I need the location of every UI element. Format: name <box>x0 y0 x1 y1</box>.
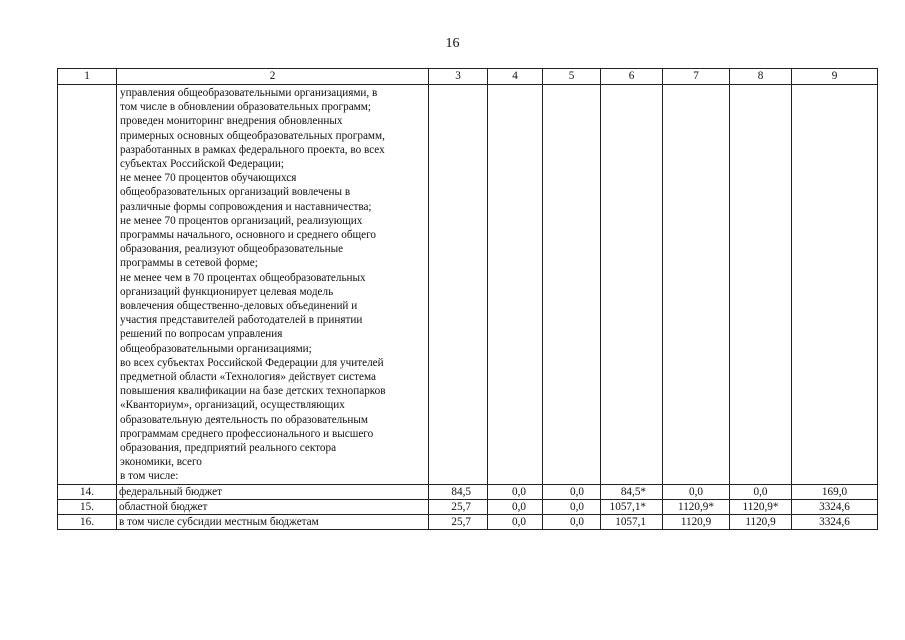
row-number: 16. <box>58 515 117 530</box>
description-line: вовлечения общественно-деловых объединений и <box>120 300 358 313</box>
description-line: во всех субъектах Российской Федерации для учителей <box>120 356 384 369</box>
header-cell: 6 <box>601 69 663 85</box>
description-line: управления общеобразовательными организациями, в <box>120 87 378 99</box>
description-line: разработанных в рамках федерального проекта, во всех <box>120 143 385 156</box>
value-cell: 0,0 <box>730 484 792 499</box>
value-cell: 1120,9* <box>730 499 792 514</box>
description-line: том числе в обновлении образовательных программ; <box>120 101 371 114</box>
description-line: повышения квалификации на базе детских технопарков <box>120 385 386 398</box>
description-line: в том числе: <box>120 470 179 483</box>
header-cell: 7 <box>663 69 730 85</box>
row-label: в том числе субсидии местным бюджетам <box>117 515 429 530</box>
description-line: общеобразовательными организациями; <box>120 342 312 355</box>
empty-cell <box>488 85 543 485</box>
value-cell: 0,0 <box>663 484 730 499</box>
description-line: решений по вопросам управления <box>120 328 283 341</box>
empty-cell <box>58 85 117 485</box>
value-cell: 1057,1* <box>601 499 663 514</box>
value-cell: 1057,1 <box>601 515 663 530</box>
row-number: 14. <box>58 484 117 499</box>
header-cell: 5 <box>543 69 601 85</box>
description-line: различные формы сопровождения и наставничества; <box>120 200 372 213</box>
header-cell: 4 <box>488 69 543 85</box>
empty-cell <box>730 85 792 485</box>
value-cell: 84,5* <box>601 484 663 499</box>
value-cell: 84,5 <box>429 484 488 499</box>
value-cell: 0,0 <box>488 515 543 530</box>
header-cell: 1 <box>58 69 117 85</box>
description-line: образования, реализуют общеобразовательные <box>120 243 344 256</box>
row-number: 15. <box>58 499 117 514</box>
description-line: «Кванториум», организаций, осуществляющих <box>120 399 345 412</box>
description-line: экономики, всего <box>120 456 202 469</box>
value-cell: 169,0 <box>792 484 878 499</box>
budget-table <box>57 68 878 530</box>
value-cell: 1120,9* <box>663 499 730 514</box>
empty-cell <box>663 85 730 485</box>
description-line: образовательную деятельность по образовательным <box>120 413 368 426</box>
description-line: участия представителей работодателей в принятии <box>120 314 363 327</box>
value-cell: 3324,6 <box>792 515 878 530</box>
empty-cell <box>543 85 601 485</box>
header-cell: 3 <box>429 69 488 85</box>
description-line: не менее 70 процентов организаций, реализующих <box>120 214 363 227</box>
page-number: 16 <box>445 36 460 51</box>
description-line: не менее 70 процентов обучающихся <box>120 172 297 185</box>
row-label: федеральный бюджет <box>117 484 429 499</box>
description-line: субъектах Российской Федерации; <box>120 158 284 171</box>
table-row <box>58 499 878 514</box>
empty-cell <box>429 85 488 485</box>
description-line: проведен мониторинг внедрения обновленных <box>120 115 343 128</box>
value-cell: 0,0 <box>488 499 543 514</box>
empty-cell <box>792 85 878 485</box>
description-line: программам среднего профессионального и высшего <box>120 427 374 440</box>
empty-cell <box>601 85 663 485</box>
value-cell: 0,0 <box>543 499 601 514</box>
description-line: примерных основных общеобразовательных программ, <box>120 129 385 142</box>
header-cell: 2 <box>117 69 429 85</box>
value-cell: 1120,9 <box>663 515 730 530</box>
value-cell: 3324,6 <box>792 499 878 514</box>
description-line: не менее чем в 70 процентах общеобразовательных <box>120 271 366 284</box>
value-cell: 1120,9 <box>730 515 792 530</box>
value-cell: 25,7 <box>429 499 488 514</box>
value-cell: 0,0 <box>543 515 601 530</box>
row-label: областной бюджет <box>117 499 429 514</box>
description-line: программы начального, основного и среднего общего <box>120 229 377 242</box>
description-line: предметной области «Технология» действует система <box>120 371 376 384</box>
header-cell: 8 <box>730 69 792 85</box>
description-line: организаций функционирует целевая модель <box>120 285 334 298</box>
table-row <box>58 515 878 530</box>
header-cell: 9 <box>792 69 878 85</box>
description-line: программы в сетевой форме; <box>120 257 258 270</box>
table-row <box>58 484 878 499</box>
value-cell: 25,7 <box>429 515 488 530</box>
description-line: общеобразовательных организаций вовлечены в <box>120 186 351 199</box>
description-row <box>58 85 878 485</box>
value-cell: 0,0 <box>488 484 543 499</box>
description-cell <box>117 85 429 485</box>
description-line: образования, предприятий реального сектора <box>120 442 337 455</box>
table-header-row <box>58 69 878 85</box>
value-cell: 0,0 <box>543 484 601 499</box>
